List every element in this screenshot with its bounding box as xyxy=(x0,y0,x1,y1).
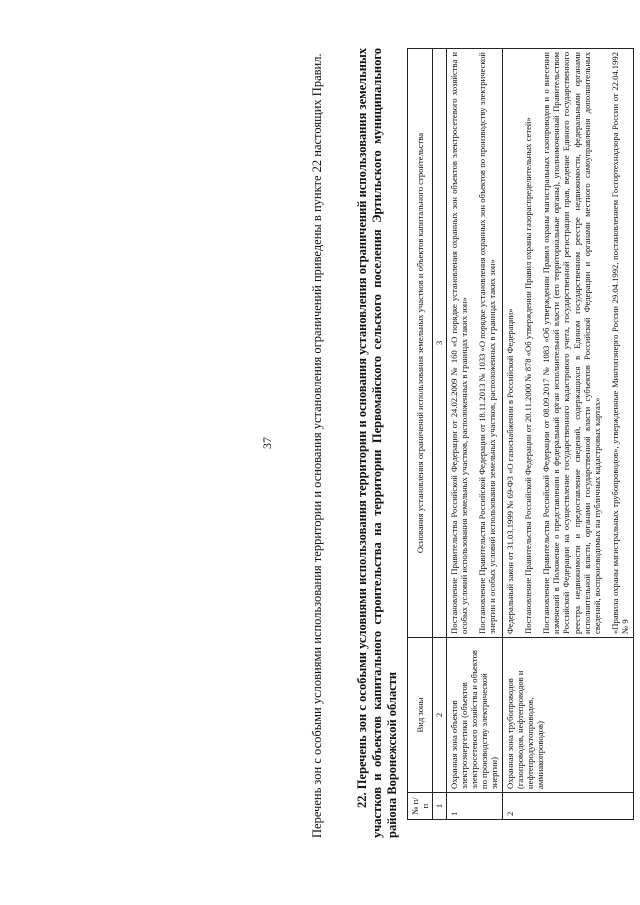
column-number: 1 xyxy=(433,793,446,820)
section-title: Перечень зон с особыми условиями использования территории и основания установления ограничений использования земельных участков и объектов капитального строительства на территории Первомайского сельского поселения Эртильского муниципального района Воронежской области xyxy=(355,47,399,838)
table-header-row xyxy=(408,49,433,820)
basis-item: Постановление Правительства Российской Федерации от 08.09.2017 № 1083 «Об утверждении Правил охраны магистральных газопроводов и о внесении изменений в Положение о представлении в федеральный орган исполнительной власти (его территориальные органы), уполномоченный Правительством Российской Федерации на осуществление государственного кадастрового учета, государственной регистрации прав, ведение Единого государственного реестра недвижимости и предоставление сведений, содержащихся в Едином государственном реестре недвижимости, федеральными органами исполнительной власти, органами государственной власти субъектов Российской Федерации и органами местного самоуправления дополнительных сведений, воспроизводимых на публичных кадастровых картах» xyxy=(541,52,603,634)
basis-item: Постановление Правительства Российской Федерации от 18.11.2013 № 1033 «О порядке установления охранных зон объектов по производству электрической энергии и особых условий использования земельных участков, расположенных в границах таких зон» xyxy=(477,52,498,634)
zone-type: Охранная зона трубопроводов (газопроводов, нефтепроводов и нефтепродуктопроводов, аммиакопроводов) xyxy=(502,638,633,793)
section-heading xyxy=(355,48,400,838)
basis-item: Федеральный закон от 31.03.1999 № 69-ФЗ «О газоснабжении в Российской Федерации» xyxy=(504,308,515,634)
header-num: № п/п xyxy=(408,793,433,820)
section-number: 22. xyxy=(355,792,369,808)
header-zone: Вид зоны xyxy=(408,638,433,793)
table-row xyxy=(446,49,502,820)
basis-item: Постановление Правительства Российской Федерации от 24.02.2009 № 160 «О порядке установления охранных зон объектов электросетевого хозяйства и особых условий использования земельных участков, расположенных в границах таких зон» xyxy=(448,52,469,634)
column-numbers-row xyxy=(433,49,446,820)
bases-cell xyxy=(446,49,502,638)
column-number: 3 xyxy=(433,49,446,638)
row-number: 1 xyxy=(446,793,502,820)
row-number: 2 xyxy=(502,793,633,820)
intro-paragraph: Перечень зон с особыми условиями использования территории и основания установления ограничений приведены в пункте 22 настоящих Правил. xyxy=(310,53,324,838)
zone-type: Охранная зона объектов электроэнергетики (объектов электросетевого хозяйства и объектов по производству электрической энергии) xyxy=(446,638,502,793)
rotated-page-content xyxy=(50,47,631,838)
restrictions-table xyxy=(407,48,634,820)
basis-item: Постановление Правительства Российской Федерации от 20.11.2000 № 878 «Об утверждении Правил охраны газораспределительных сетей» xyxy=(522,117,533,634)
table-row xyxy=(502,49,633,820)
column-number: 2 xyxy=(433,638,446,793)
page-number: 37 xyxy=(260,437,274,449)
basis-item: «Правила охраны магистральных трубопроводов», утвержденные Минтопэнерго России 29.04.1992, постановлением Госгортехнадзора России от 22.04.1992 № 9 xyxy=(610,52,631,634)
bases-cell xyxy=(502,49,633,638)
header-bases: Основания установления ограничений использования земельных участков и объектов капитального строительства xyxy=(408,49,433,638)
